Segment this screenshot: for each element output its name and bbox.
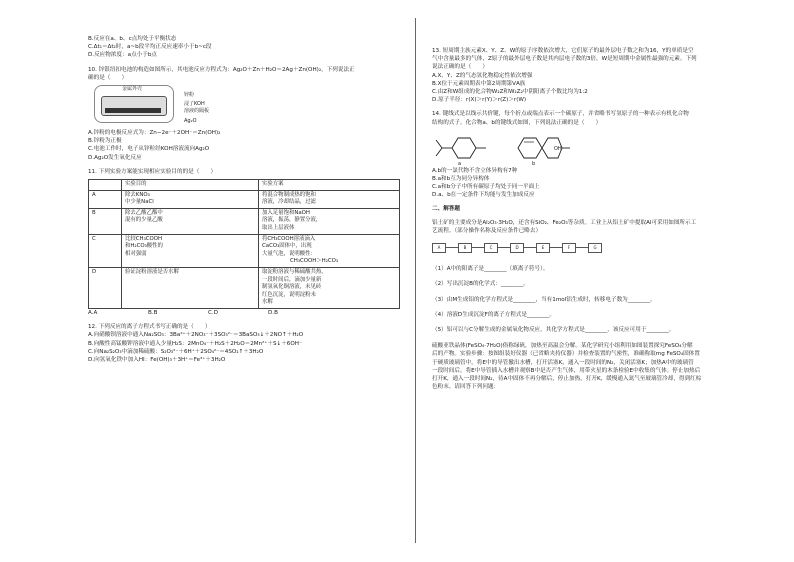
question-stem: 后的产物。实验步骤：按图组装好仪器（已省略夹持仪器）并检查装置的气密性，准确称取mg FeSO₄固体置: [432, 351, 700, 358]
row-label: C: [89, 234, 122, 267]
option-line: B.向酸性高锰酸钾溶液中通入少量H₂S：2MnO₄⁻＋H₂S＋2H₂O＝2Mn²⁺＋S↓＋6OH⁻: [88, 340, 302, 347]
question-14: [432, 110, 762, 199]
option-line: B.反应在a、b、c点均处于平衡状态: [88, 36, 177, 42]
molecule-figures: [432, 127, 762, 167]
method-cell: [259, 234, 400, 267]
question-stem: 硫酸亚铁晶体(FeSO₄·7H₂O)俗称绿矾，加热至高温会分解。某化学研究小组利用如图装置探究FeSO₄分解: [432, 343, 693, 350]
option-line: D.Ag₂O发生氧化反应: [88, 154, 142, 161]
option-line: C.由Z和W组成的化合物W₂Z和W₂Z₂中阴阳离子个数比均为1:2: [432, 89, 588, 96]
question-stem: 10. 锌银纽扣电池的构造如图所示，其电池反应方程式为：Ag₂O＋Zn＋H₂O＝2Ag＋Zn(OH)₂，下列说法正: [88, 66, 355, 73]
answer-option: B.B: [148, 309, 158, 316]
question-stem: 色粉末。请回答下列问题：: [432, 384, 500, 391]
cell-line: 除去乙酸乙酯中: [125, 209, 163, 216]
flow-box: B: [458, 243, 472, 253]
question-stem: 气中含量最多的气体，Z原子的最外层电子数是其内层电子数的3倍，W是短周期中金属性最强的元素。下列: [432, 56, 697, 63]
molecule-label: b: [532, 160, 536, 167]
question-stem: 说法正确的是（ ）: [432, 64, 488, 71]
option-line: A.向硝酸钡溶液中通入Na₂SO₃：3Ba²⁺＋2NO₃⁻＋3SO₃²⁻＝3BaSO₃↓＋2NO↑＋H₂O: [88, 332, 304, 339]
molecule-b-diagram: [512, 130, 572, 166]
option-line: C.Δt₁＝Δt₂时，a~b段平均正反应速率小于b~c段: [88, 44, 212, 51]
flow-arrow: [446, 247, 458, 248]
question-stem: 确的是（ ）: [88, 74, 128, 81]
question-12: [88, 323, 400, 364]
question-stem: 12. 下列反应的离子方程式书写正确的是（ ）: [88, 324, 211, 331]
cell-line: 取出上层液体: [262, 225, 295, 231]
flow-arrow: [472, 247, 484, 248]
molecule-label: OH: [554, 145, 562, 152]
question-stem: 艺流程。（部分操作名称及反应条件已略去）: [432, 228, 542, 235]
process-flow-diagram: [432, 239, 762, 261]
battery-separator: [101, 96, 167, 116]
option-line: C.电池工作时，电子从锌粒经KOH溶液流向Ag₂O: [88, 146, 210, 153]
cell-line: CH₃COOH＞H₂CO₃: [290, 258, 339, 265]
purpose-cell: [122, 190, 259, 208]
experiment-table: [88, 179, 400, 309]
cell-line: 溶液，冷却结晶，过滤: [262, 199, 316, 206]
sub-question: （5）铝可以与C分解生成的金属氧化物反应，其化学方程式是________，该反应可用于________。: [432, 327, 675, 334]
row-label: D: [89, 267, 122, 308]
option-line: B.锌粉为正极: [88, 138, 122, 145]
cell-line: 中少量NaCl: [125, 199, 154, 206]
question-stem: 11. 下列实验方案能实现相应实验目的的是（ ）: [88, 168, 217, 175]
option-line: D.反应物浓度：a点小于b点: [88, 52, 158, 59]
molecule-label: a: [458, 160, 462, 167]
purpose-cell: [122, 234, 259, 267]
cell-line: 将CH₃COOH溶液滴入: [262, 235, 316, 242]
question-stem: 14. 键线式是以线示共价键，每个折点或端点表示一个碳原子，并省略书写氢原子的一种表示有机化合物: [432, 111, 689, 118]
column-divider: [415, 18, 416, 543]
question-10: [88, 66, 400, 162]
option-line: B.a和b互为同分异构体: [432, 176, 490, 183]
cell-line: CaCO₃固体中，出现: [262, 243, 312, 250]
ag2o-layer: [105, 108, 161, 113]
cell-line: 溶液，振荡，静置分液，: [262, 217, 322, 224]
question-13: [432, 47, 762, 104]
cell-line: 相对强弱: [125, 250, 147, 257]
figure-label: 金属外壳: [122, 86, 143, 93]
table-row: [89, 267, 400, 308]
flow-arrow: [498, 247, 510, 248]
figure-label: Ag₂O: [184, 118, 197, 125]
question-11: [88, 168, 400, 317]
cell-line: 红色沉淀，说明淀粉未: [262, 291, 316, 298]
flow-box: E: [536, 243, 550, 253]
question-15: [432, 219, 762, 334]
row-label: A: [89, 190, 122, 208]
table-header: 实验目的: [122, 180, 259, 191]
option-line: B.X位于元素周期表中第2周期第ⅤA族: [432, 80, 526, 87]
option-line: A.锌粉的电极反应式为：Zn−2e⁻＋2OH⁻＝Zn(OH)₂: [88, 130, 221, 137]
table-header: [89, 180, 122, 191]
cell-line: 一段时间后，滴加少量新: [262, 276, 322, 283]
purpose-cell: [122, 267, 259, 308]
method-cell: [259, 208, 400, 234]
flow-arrow: [550, 247, 562, 248]
cell-line: 制氢氧化铜溶液，未见砖: [262, 284, 322, 291]
question-stem: 13. 短周期主族元素X、Y、Z、W的原子序数依次增大，它们原子的最外层电子数之和为16，Y的单质是空: [432, 48, 694, 54]
answer-option: C.D: [208, 309, 218, 316]
sub-question: （4）溶液D生成沉淀F的离子方程式是________。: [432, 311, 555, 318]
cell-line: 除去KNO₃: [125, 191, 150, 198]
question-stem: 于硬质玻璃管中，将E中的导管撤出水槽，打开活塞K，通入一段时间的N₂，关闭活塞K；加热A中的玻璃管: [432, 359, 694, 366]
cell-line: 加入足量饱和NaOH: [262, 209, 310, 216]
cell-line: 水解: [262, 299, 273, 306]
option-line: D.原子半径：r(X)＞r(Y)＞r(Z)＞r(W): [432, 97, 527, 104]
table-row: [89, 208, 400, 234]
option-line: C.a和b分子中所有碳原子均处于同一平面上: [432, 184, 540, 191]
left-column: [88, 35, 400, 364]
option-line: D.a、b在一定条件下均能与发生加成反应: [432, 192, 535, 199]
cell-line: 比较CH₃COOH: [125, 235, 163, 242]
option-line: C.向Na₂S₂O₃中滴加稀硫酸：S₂O₃²⁻＋6H⁺＋2SO₄²⁻＝4SO₂↑＋3H₂O: [88, 348, 264, 355]
flow-box: D: [510, 243, 524, 253]
answer-options: [88, 309, 400, 317]
section-heading: 二、解答题: [432, 205, 460, 212]
table-header-row: [89, 180, 400, 191]
flow-box: G: [588, 243, 602, 253]
flow-box: A: [432, 243, 446, 253]
flow-box: F: [562, 243, 576, 253]
flow-arrow: [524, 247, 536, 248]
sub-question: （1）A中的阳离子是________（填离子符号）。: [432, 266, 549, 273]
cell-line: 大量气泡，说明酸性：: [262, 250, 316, 257]
figure-label: 锌粉: [184, 92, 195, 99]
question-stem: 一段时间后，将E中导管插入水槽并观察B中是否产生气体，用带火星的木条检验E中收集的气体。停止加热后: [432, 367, 701, 374]
answer-option: A.A: [88, 309, 98, 316]
table-row: [89, 234, 400, 267]
question-stem: 结构的式子。化合物a、b的键线式如图，下列说法正确的是（ ）: [432, 119, 602, 126]
purpose-cell: [122, 208, 259, 234]
right-column: [432, 47, 762, 391]
table-row: [89, 190, 400, 208]
cell-line: 验证淀粉溶液是否水解: [125, 268, 179, 275]
figure-label: 溶液的隔板: [184, 108, 210, 115]
method-cell: [259, 267, 400, 308]
table-header: 实验方案: [259, 180, 400, 191]
method-cell: [259, 190, 400, 208]
flow-arrow: [576, 247, 588, 248]
sub-question: （3）由M生成铝的化学方程式是________，当有1mol铝生成时，转移电子数为________。: [432, 296, 656, 303]
cell-line: 将混合物制成热的饱和: [262, 191, 316, 198]
row-label: B: [89, 208, 122, 234]
option-line: A.X、Y、Z的气态氢化物稳定性依次增强: [432, 72, 533, 79]
option-line: D.向氢氧化铁中加入HI：Fe(OH)₃＋3H⁺＝Fe³⁺＋3H₂O: [88, 356, 226, 363]
sub-question: （2）写出沉淀B的化学式：________。: [432, 281, 529, 288]
figure-label: 浸了KOH: [184, 101, 205, 108]
cell-line: 取淀粉溶液与稀硫酸共热，: [262, 268, 327, 275]
question-stem: 铝土矿的主要成分是Al₂O₃·3H₂O，还含有SiO₂、Fe₂O₃等杂质。工业上从铝土矿中提取Al可采用如图所示工: [432, 219, 697, 226]
answer-option: D.B: [268, 309, 278, 316]
question-stem: 打开K，通入一段时间N₂，待A中固体不再分解后，停止加热，打开K，缓慢通入氮气至玻璃管冷却，得到红棕: [432, 376, 702, 383]
option-line: A.b的一氯代物不含立体异构有7种: [432, 167, 518, 174]
molecule-a-diagram: [432, 130, 492, 166]
cell-line: 和H₂CO₃酸性的: [125, 243, 163, 250]
cell-line: 混有的少量乙酸: [125, 217, 163, 224]
battery-figure: [88, 85, 400, 129]
flow-box: C: [484, 243, 498, 253]
question-16: [432, 342, 762, 391]
